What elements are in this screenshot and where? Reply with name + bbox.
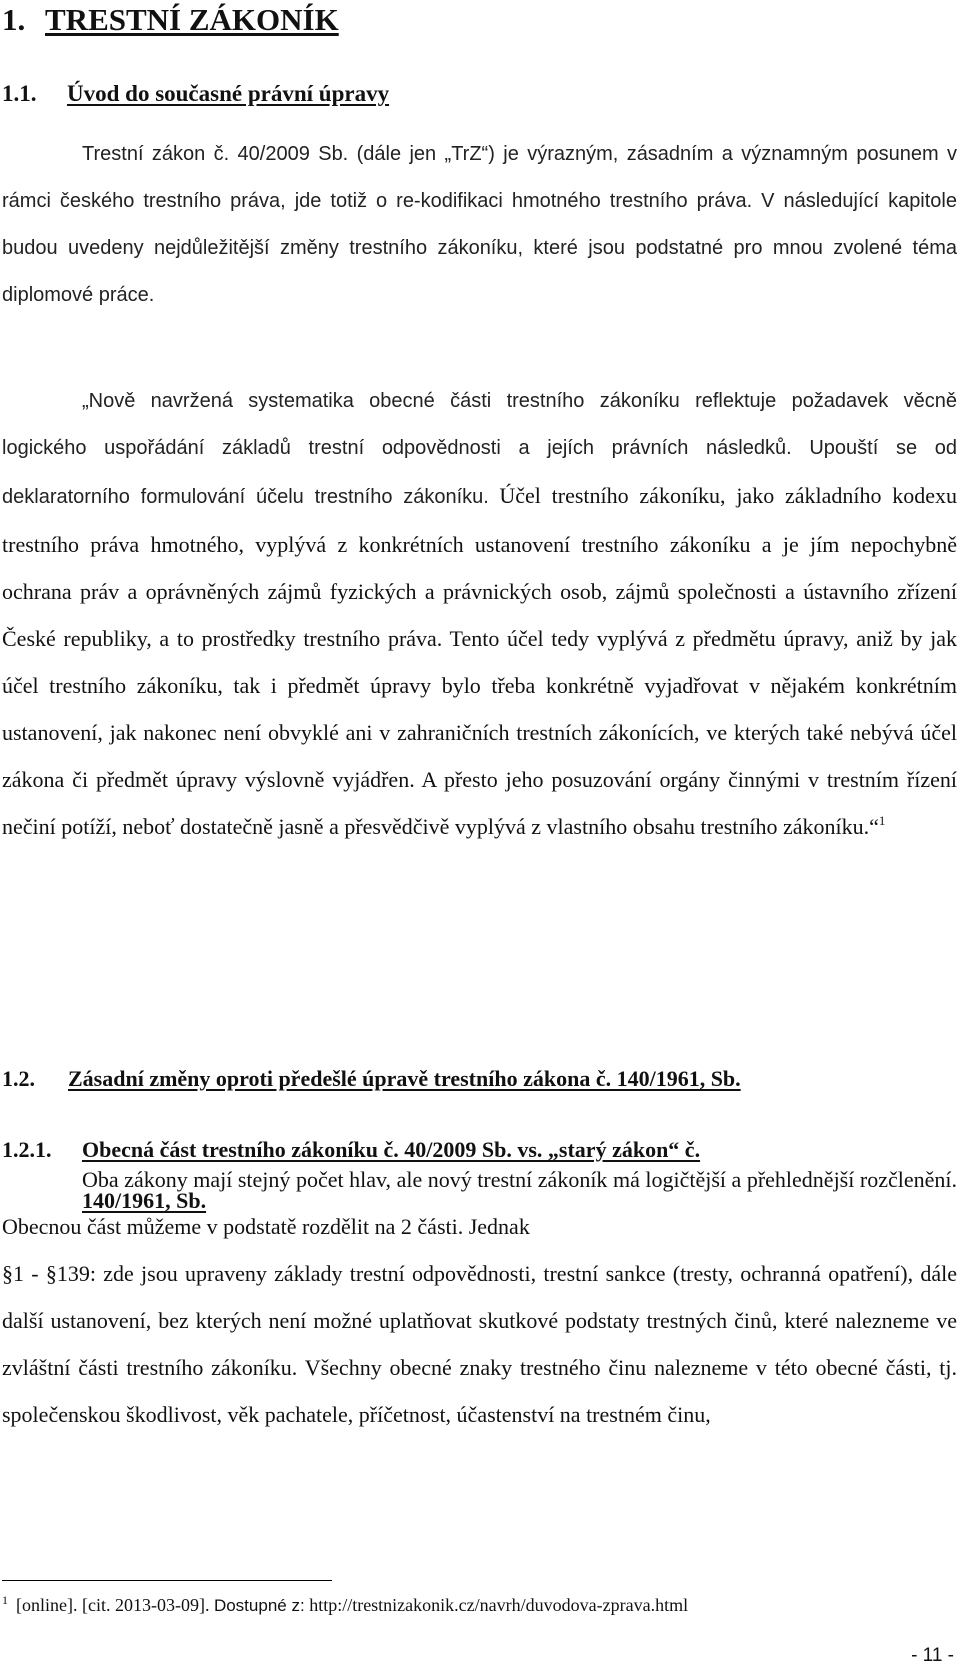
footnote-separator	[2, 1580, 332, 1581]
page-number: - 11 -	[911, 1645, 954, 1666]
chapter-number: 1.	[2, 2, 26, 37]
footnote-url[interactable]: http://trestnizakonik.cz/navrh/duvodova-zprava.html	[309, 1595, 689, 1615]
footnote-reference[interactable]: 1	[878, 813, 886, 828]
footnote-number: 1	[2, 1593, 8, 1607]
footnote-available-label: Dostupné z:	[213, 1596, 305, 1615]
subsection-number: 1.2.1.	[2, 1137, 52, 1162]
subsection-title-continued: 140/1961, Sb.	[82, 1188, 207, 1213]
intro-paragraph: Trestní zákon č. 40/2009 Sb. (dále jen „TrZ“) je výrazným, zásadním a významným posunem v rámci českého trestního práva, jde totiž o re-kodifikaci hmotného trestního práva. V následující kapitole budou uvedeny nejdůležitější změny trestního zákoníku, které jsou podstatné pro mnou zvolené téma diplomové práce.	[2, 143, 957, 306]
footnote	[2, 1595, 688, 1616]
section-number: 1.1.	[2, 81, 37, 106]
section-title: Úvod do současné právní úpravy	[67, 81, 390, 106]
section-heading-1-1	[2, 81, 389, 107]
general-part-paragraph: §1 - §139: zde jsou upraveny základy trestní odpovědnosti, trestní sankce (tresty, ochranná opatření), dále další ustanovení, bez kterých není možné uplatňovat skutkové podstaty trestných činů, které nalezneme ve zvláštní části trestního zákoníku. Všechny obecné znaky trestného činu nalezneme v této obecné části, tj. společenskou škodlivost, věk pachatele, příčetnost, účastenství na trestném činu,	[2, 1261, 957, 1427]
subsection-title: Obecná část trestního zákoníku č. 40/2009 Sb. vs. „starý zákon“ č.	[82, 1137, 701, 1162]
section-number: 1.2.	[2, 1066, 35, 1091]
footnote-citation: [online]. [cit. 2013-03-09].	[16, 1595, 210, 1615]
comparison-paragraph: Oba zákony mají stejný počet hlav, ale nový trestní zákoník má logičtější a přehlednější rozčlenění. Obecnou část můžeme v podstatě rozdělit na 2 části. Jednak	[2, 1167, 957, 1239]
section-heading-1-2	[2, 1066, 741, 1092]
quote-sans-part: „Nově navržená systematika obecné části trestního zákoníku reflektuje požadavek věcně logického uspořádání základů trestní odpovědnosti a jejích právních následků. Upouští se od deklaratorního formulování účelu trestního zákoníku.	[2, 390, 957, 508]
section-title: Zásadní změny oproti předešlé úpravě trestního zákona č. 140/1961, Sb.	[68, 1066, 741, 1091]
quote-serif-part: Účel trestního zákoníku, jako základního kodexu trestního práva hmotného, vyplývá z konkrétních ustanovení trestního zákoníku a je jím nepochybně ochrana práv a oprávněných zájmů fyzických a právnických osob, zájmů společnosti a ústavního zřízení České republiky, a to prostředky trestního práva. Tento účel tedy vyplývá z předmětu úpravy, aniž by jak účel trestního zákoníku, tak i předmět úpravy bylo třeba konkrétně vyjadřovat v nějakém konkrétním ustanovení, jak nakonec není obvyklé ani v zahraničních trestních zákonících, ve kterých také nebývá účel zákona či předmět úpravy výslovně vyjádřen. A přesto jeho posuzování orgány činnými v trestním řízení nečiní potíží, neboť dostatečně jasně a přesvědčivě vyplývá z vlastního obsahu trestního zákoníku.“	[2, 483, 957, 839]
quote-paragraph	[2, 378, 957, 850]
chapter-title: TRESTNÍ ZÁKONÍK	[45, 2, 339, 37]
chapter-heading	[2, 2, 339, 38]
